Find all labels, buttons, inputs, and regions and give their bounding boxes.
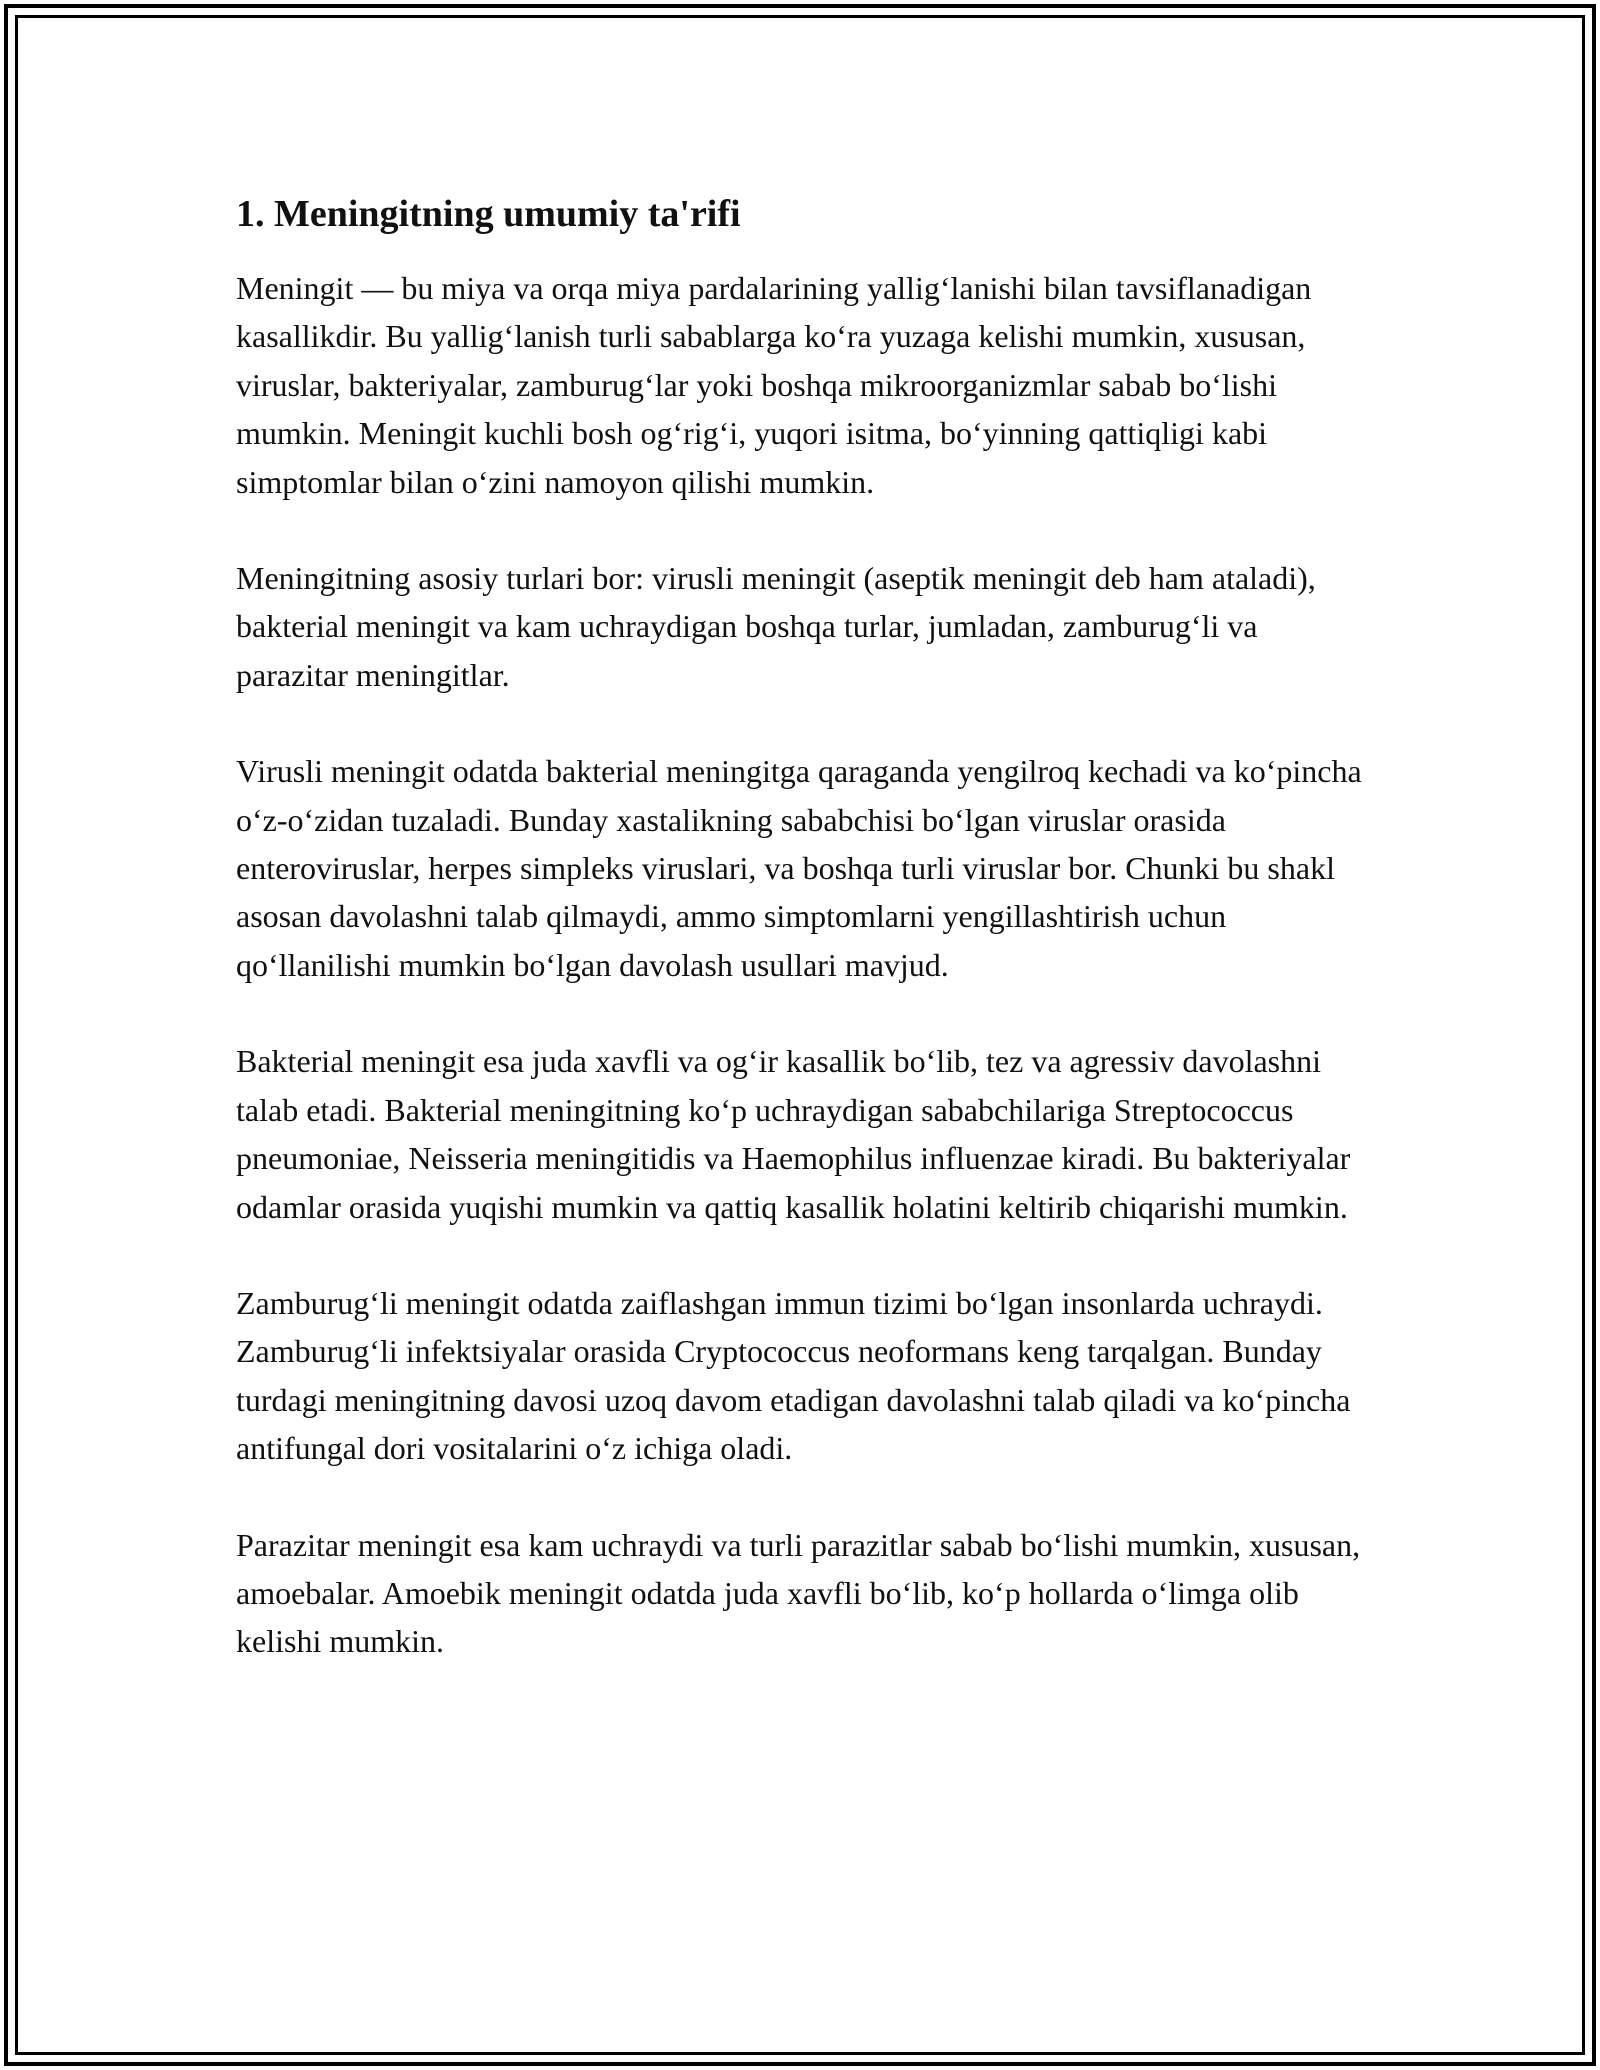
document-body [236,186,1366,1714]
paragraph-types: Meningitning asosiy turlari bor: virusli meningit (aseptik meningit deb ham ataladi), bakterial meningit va kam uchraydigan boshqa turlar, jumladan, zamburug‘li va parazitar meningitlar. [236,560,1316,693]
paragraph-bacterial: Bakterial meningit esa juda xavfli va og‘ir kasallik bo‘lib, tez va agressiv davolashni talab etadi. Bakterial meningitning ko‘p uchraydigan sababchilariga Streptococcus pneumoniae, Neisseria meningitidis va Haemophilus influenzae kiradi. Bu bakteriyalar odamlar orasida yuqishi mumkin va qattiq kasallik holatini keltirib chiqarishi mumkin. [236,1043,1351,1225]
paragraph-parasitic: Parazitar meningit esa kam uchraydi va turli parazitlar sabab bo‘lishi mumkin, xususan, amoebalar. Amoebik meningit odatda juda xavfli bo‘lib, ko‘p hollarda o‘limga olib kelishi mumkin. [236,1526,1361,1660]
section-heading: 1. Meningitning umumiy ta'rifi [236,193,741,235]
paragraph-definition: Meningit — bu miya va orqa miya pardalarining yallig‘lanishi bilan tavsiflanadigan kasallikdir. Bu yallig‘lanish turli sabablarga ko‘ra yuzaga kelishi mumkin, xususan, viruslar, bakteriyalar, zamburug‘lar yoki boshqa mikroorganizmlar sabab bo‘lishi mumkin. Meningit kuchli bosh og‘rig‘i, yuqori isitma, bo‘yinning qattiqligi kabi simptomlar bilan o‘zini namoyon qilishi mumkin. [236,270,1312,500]
paragraph-fungal: Zamburug‘li meningit odatda zaiflashgan immun tizimi bo‘lgan insonlarda uchraydi. Zamburug‘li infektsiyalar orasida Cryptococcus neoformans keng tarqalgan. Bunday turdagi meningitning davosi uzoq davom etadigan davolashni talab qiladi va ko‘pincha antifungal dori vositalarini o‘z ichiga oladi. [236,1284,1351,1467]
paragraph-viral: Virusli meningit odatda bakterial meningitga qaraganda yengilroq kechadi va ko‘pincha o‘z-o‘zidan tuzaladi. Bunday xastalikning sababchisi bo‘lgan viruslar orasida enteroviruslar, herpes simpleks viruslari, va boshqa turli viruslar bor. Chunki bu shakl asosan davolashni talab qilmaydi, ammo simptomlarni yengillashtirish uchun qo‘llanilishi mumkin bo‘lgan davolash usullari mavjud. [236,753,1362,983]
